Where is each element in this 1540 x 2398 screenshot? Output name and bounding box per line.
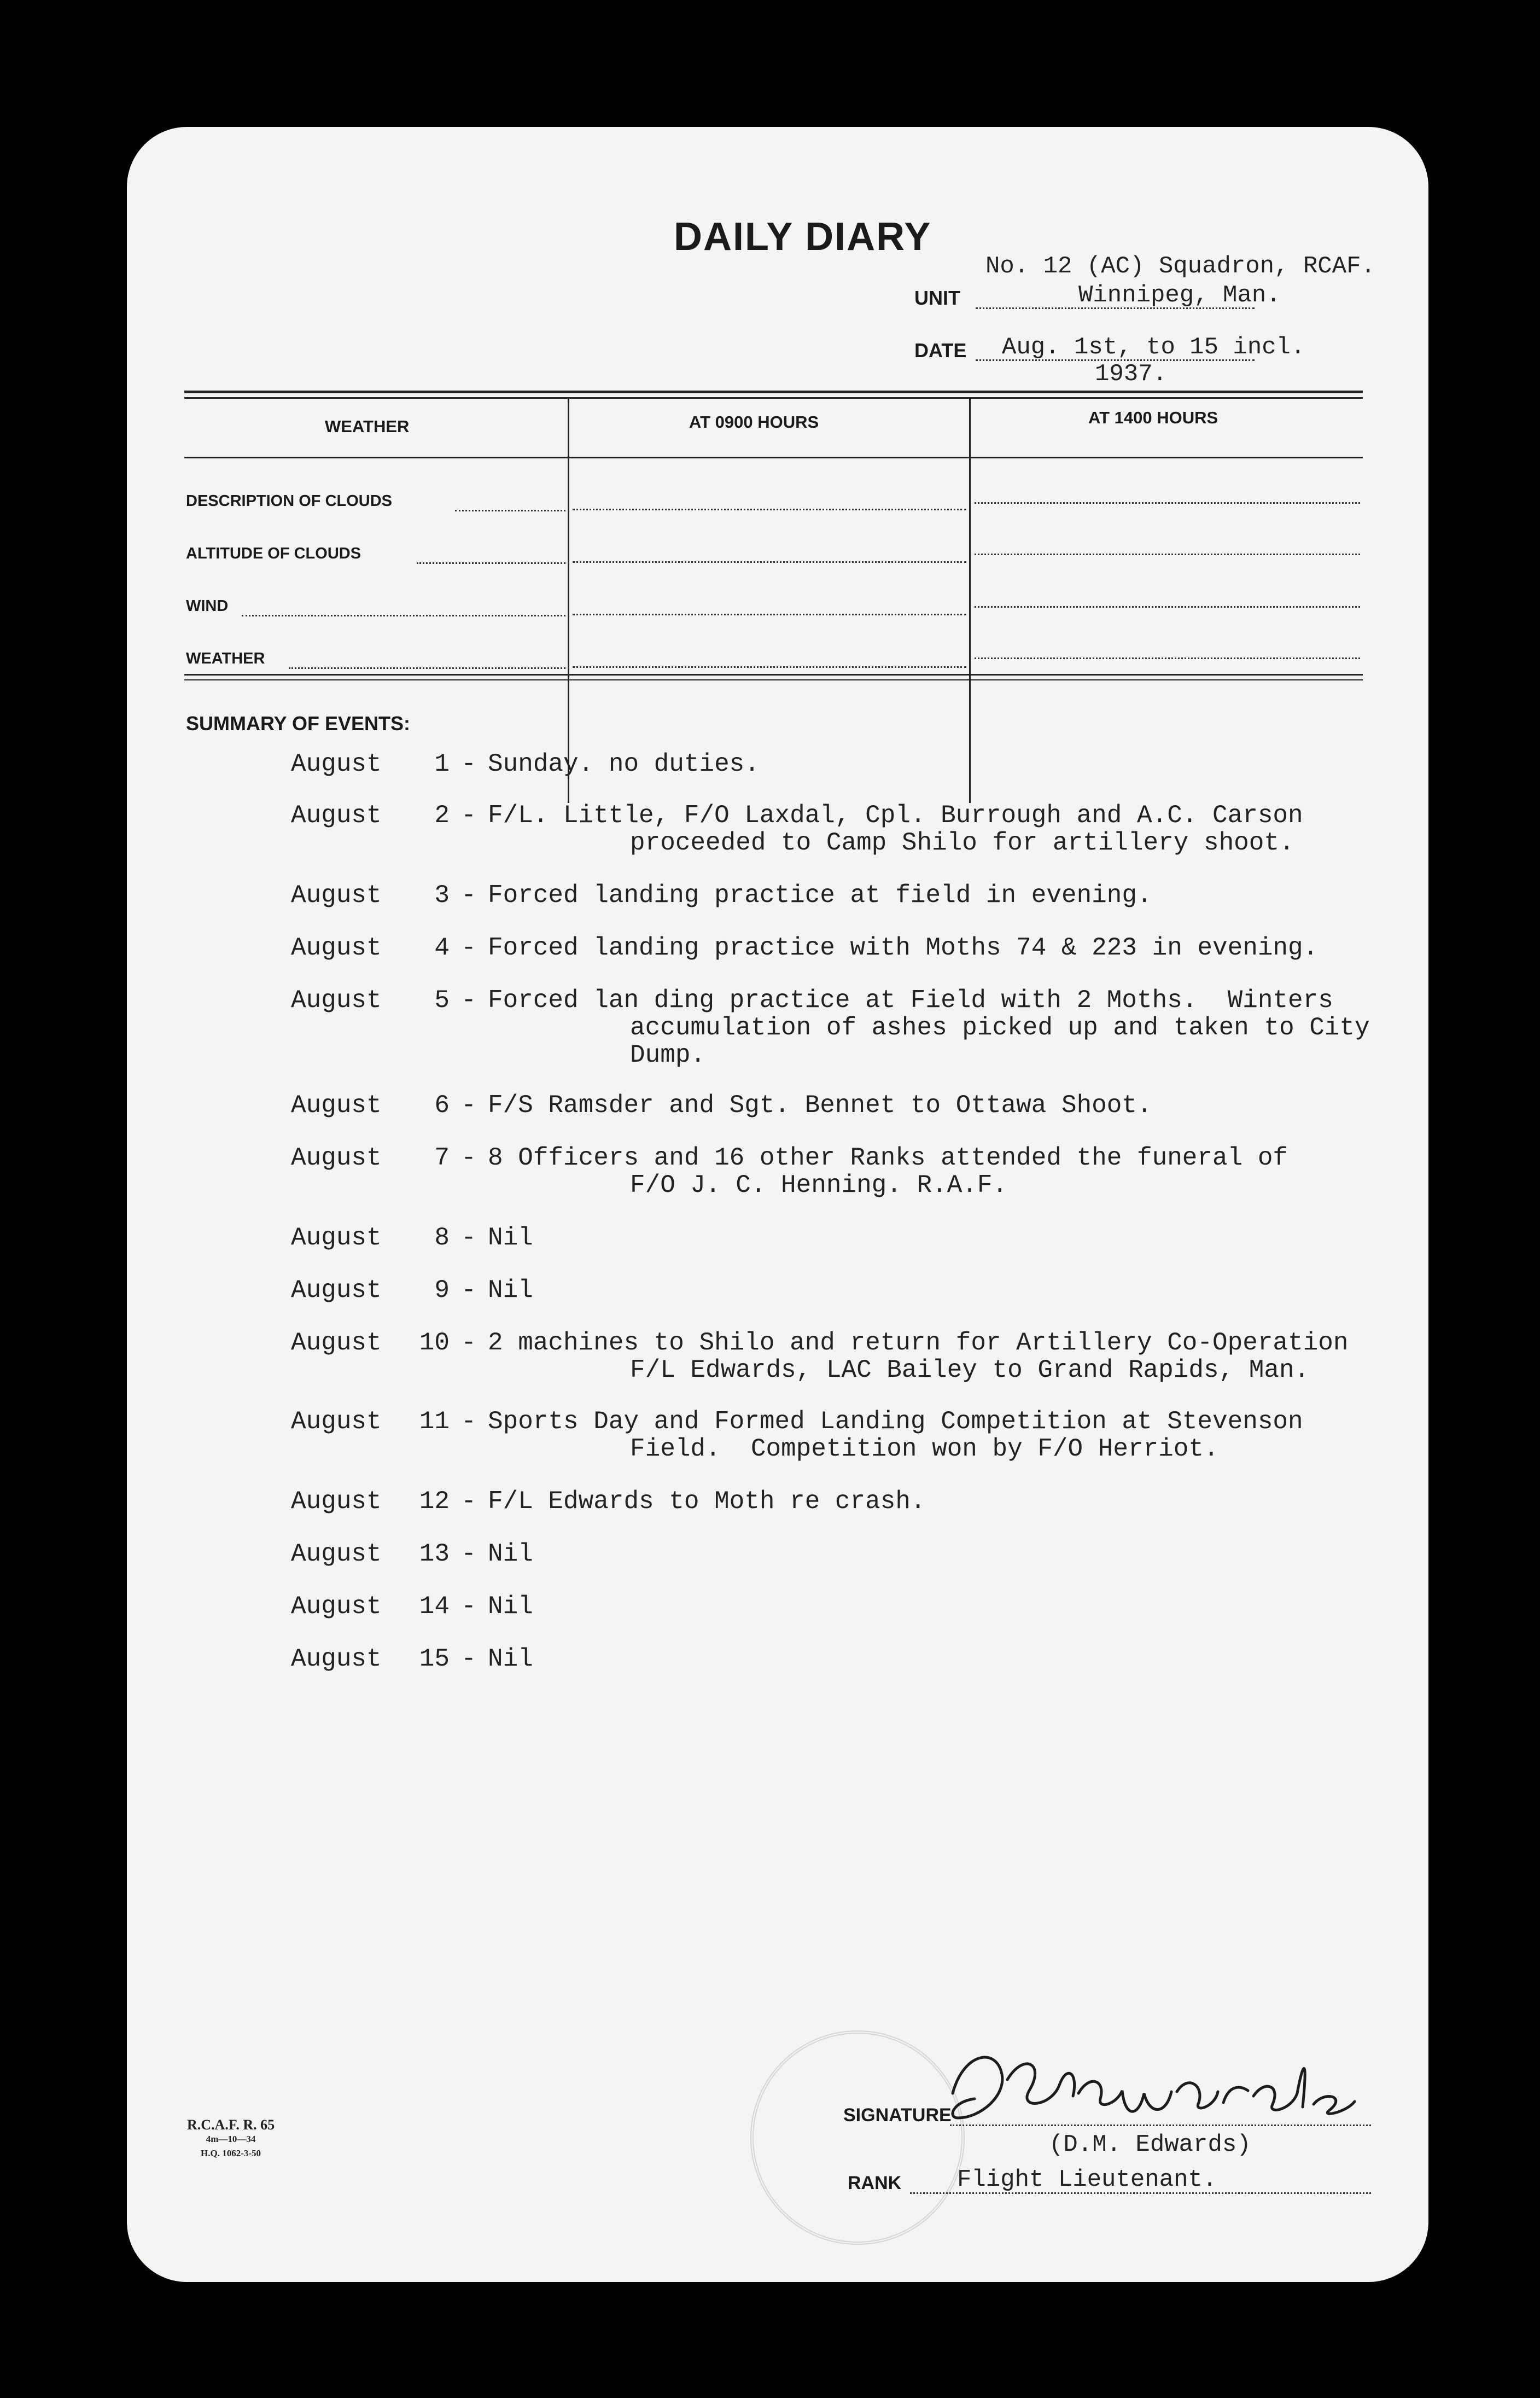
event-entry <box>291 934 1318 962</box>
form-code-block <box>187 2118 275 2161</box>
event-dash: - <box>461 986 476 1015</box>
event-dash: - <box>461 1487 476 1516</box>
event-month: August <box>291 986 382 1015</box>
event-month: August <box>291 881 382 910</box>
event-entry <box>291 1224 533 1252</box>
event-day: 9 <box>434 1276 450 1305</box>
event-month: August <box>291 1487 382 1516</box>
event-entry <box>291 1329 1348 1384</box>
event-dash: - <box>461 1407 476 1436</box>
weather-row-weather: WEATHER <box>186 650 265 667</box>
date-line1: Aug. 1st, to 15 incl. <box>1002 334 1305 361</box>
row-3-dots-1400 <box>975 606 1360 608</box>
form-code-line1: R.C.A.F. R. 65 <box>187 2117 275 2133</box>
row-3-dots <box>242 615 565 616</box>
event-day: 14 <box>419 1592 450 1621</box>
event-text: F/L Edwards to Moth re crash. <box>488 1487 926 1516</box>
event-entry <box>291 882 1152 909</box>
unit-label: UNIT <box>914 287 960 309</box>
event-day: 8 <box>434 1224 450 1252</box>
event-month: August <box>291 1329 382 1357</box>
event-text: F/L. Little, F/O Laxdal, Cpl. Burrough and A.C. Carson <box>488 801 1303 830</box>
faint-seal-stamp <box>750 2030 965 2245</box>
event-day: 11 <box>419 1407 450 1436</box>
event-text: Nil <box>488 1645 533 1673</box>
event-text-continuation: accumulation of ashes picked up and taken to City <box>630 1014 1370 1042</box>
event-dash: - <box>461 1645 476 1673</box>
event-text: Nil <box>488 1540 533 1568</box>
table-bottom-rule <box>184 674 1363 676</box>
event-month: August <box>291 801 382 830</box>
event-dash: - <box>461 1329 476 1357</box>
form-code-line3: H.Q. 1062-3-50 <box>201 2148 261 2158</box>
event-day: 6 <box>434 1091 450 1120</box>
event-text-continuation: Field. Competition won by F/O Herriot. <box>630 1435 1219 1463</box>
weather-row-wind: WIND <box>186 597 229 615</box>
event-month: August <box>291 1224 382 1252</box>
event-dash: - <box>461 934 476 962</box>
row-2-dots <box>417 562 565 564</box>
event-day: 4 <box>434 934 450 962</box>
event-dash: - <box>461 881 476 910</box>
event-day: 2 <box>434 801 450 830</box>
event-day: 3 <box>434 881 450 910</box>
event-text: F/S Ramsder and Sgt. Bennet to Ottawa Shoot. <box>488 1091 1152 1120</box>
event-dash: - <box>461 1224 476 1252</box>
row-3-dots-0900 <box>573 614 966 615</box>
event-dash: - <box>461 1144 476 1172</box>
handwritten-signature <box>942 2041 1357 2134</box>
row-4-dots <box>289 667 565 669</box>
event-text: Nil <box>488 1592 533 1621</box>
event-text: Forced landing practice with Moths 74 & 223 in evening. <box>488 934 1319 962</box>
event-entry <box>291 802 1303 857</box>
event-entry <box>291 1593 533 1620</box>
signature-label: SIGNATURE <box>843 2105 952 2126</box>
event-day: 7 <box>434 1144 450 1172</box>
event-month: August <box>291 1540 382 1568</box>
event-month: August <box>291 1091 382 1120</box>
table-bottom-rule-inner <box>184 679 1363 680</box>
event-dash: - <box>461 750 476 778</box>
event-entry <box>291 1408 1303 1463</box>
event-entry <box>291 1488 926 1515</box>
event-text: Sunday. no duties. <box>488 750 760 778</box>
event-day: 12 <box>419 1487 450 1516</box>
page-title: DAILY DIARY <box>674 215 932 259</box>
event-day: 10 <box>419 1329 450 1357</box>
event-month: August <box>291 1645 382 1673</box>
weather-row-altitude-of-clouds: ALTITUDE OF CLOUDS <box>186 545 361 562</box>
unit-line2: Winnipeg, Man. <box>1078 282 1281 309</box>
table-top-rule <box>184 391 1363 393</box>
event-entry <box>291 750 760 778</box>
row-1-dots-1400 <box>975 502 1360 504</box>
event-month: August <box>291 1276 382 1305</box>
1400-col-header: AT 1400 HOURS <box>1088 408 1218 427</box>
event-day: 13 <box>419 1540 450 1568</box>
weather-col-header: WEATHER <box>325 417 410 436</box>
event-day: 15 <box>419 1645 450 1673</box>
event-entry <box>291 1645 533 1673</box>
date-line2: 1937. <box>1095 360 1168 388</box>
event-entry <box>291 1092 1152 1119</box>
event-text: Forced lan ding practice at Field with 2 Moths. Winters <box>488 986 1333 1015</box>
row-2-dots-0900 <box>573 561 966 563</box>
date-label: DATE <box>914 339 967 362</box>
event-entry <box>291 987 1370 1069</box>
table-header-rule <box>184 457 1363 458</box>
event-dash: - <box>461 1276 476 1305</box>
event-text: Sports Day and Formed Landing Competition at Stevenson <box>488 1407 1303 1436</box>
event-dash: - <box>461 1540 476 1568</box>
unit-line1: No. 12 (AC) Squadron, RCAF. <box>985 253 1375 280</box>
row-4-dots-1400 <box>975 657 1360 659</box>
diary-page <box>127 127 1428 2282</box>
weather-row-description-of-clouds: DESCRIPTION OF CLOUDS <box>186 492 393 510</box>
row-1-dots <box>455 510 565 511</box>
event-text: 2 machines to Shilo and return for Artillery Co-Operation <box>488 1329 1349 1357</box>
table-top-rule-inner <box>184 397 1363 399</box>
event-month: August <box>291 934 382 962</box>
event-text-continuation: F/O J. C. Henning. R.A.F. <box>630 1171 1008 1200</box>
event-entry <box>291 1540 533 1568</box>
event-text: Nil <box>488 1276 533 1305</box>
signature-name: (D.M. Edwards) <box>1049 2131 1251 2158</box>
event-text: Nil <box>488 1224 533 1252</box>
event-day: 1 <box>434 750 450 778</box>
event-entry <box>291 1144 1288 1199</box>
event-dash: - <box>461 1592 476 1621</box>
event-month: August <box>291 1144 382 1172</box>
row-2-dots-1400 <box>975 554 1360 555</box>
event-entry <box>291 1277 533 1304</box>
event-month: August <box>291 1592 382 1621</box>
event-month: August <box>291 750 382 778</box>
summary-heading: SUMMARY OF EVENTS: <box>186 712 411 735</box>
rank-label: RANK <box>848 2173 902 2193</box>
event-text-continuation: proceeded to Camp Shilo for artillery shoot. <box>630 829 1294 857</box>
event-day: 5 <box>434 986 450 1015</box>
0900-col-header: AT 0900 HOURS <box>689 412 819 432</box>
rank-value: Flight Lieutenant. <box>957 2166 1217 2193</box>
event-text-continuation: F/L Edwards, LAC Bailey to Grand Rapids, Man. <box>630 1356 1310 1384</box>
event-text: 8 Officers and 16 other Ranks attended the funeral of <box>488 1144 1288 1172</box>
row-1-dots-0900 <box>573 509 966 510</box>
event-month: August <box>291 1407 382 1436</box>
row-4-dots-0900 <box>573 666 966 668</box>
event-text: Forced landing practice at field in evening. <box>488 881 1152 910</box>
event-text-continuation: Dump. <box>630 1041 706 1069</box>
event-dash: - <box>461 801 476 830</box>
form-code-line2: 4m—10—34 <box>206 2134 256 2144</box>
event-dash: - <box>461 1091 476 1120</box>
